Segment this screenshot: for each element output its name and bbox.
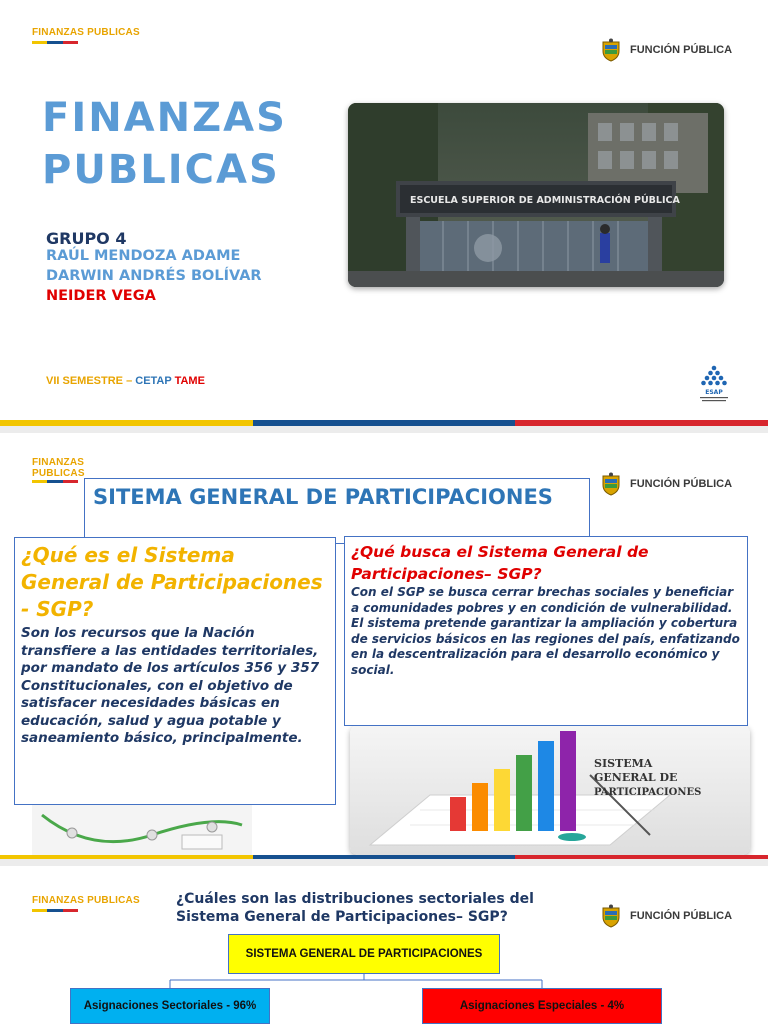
distribution-question: ¿Cuáles son las distribuciones sectoriales del Sistema General de Participaciones– SGP? [176, 891, 534, 925]
member-2: DARWIN ANDRÉS BOLÍVAR [46, 268, 262, 284]
special-allocations-node: Asignaciones Especiales - 4% [422, 988, 662, 1024]
logo-text: FUNCIÓN PÚBLICA [630, 478, 733, 490]
brand-label: FINANZAS PUBLICAS [32, 895, 140, 906]
what-is-sgp-question: ¿Qué es el Sistema General de Participaciones - SGP? [21, 543, 323, 621]
sgp-image-caption-1: SISTEMA [594, 757, 653, 770]
tame-text: TAME [174, 375, 205, 387]
logo-text: FUNCIÓN PÚBLICA [630, 44, 733, 56]
slide-2 [0, 433, 768, 859]
what-seeks-sgp-question: ¿Qué busca el Sistema General de Participaciones– SGP? [351, 543, 649, 583]
brand-label: FINANZAS PUBLICAS [32, 457, 85, 479]
what-seeks-sgp-answer: Con el SGP se busca cerrar brechas sociales y beneficiar a comunidades pobres y en condición de vulnerabilidad. El sistema pretende garantizar la ampliación y cobertura de servicios básicos en las regiones del país, enfatizando en la descentralización para el desarrollo económico y social. [351, 585, 740, 677]
slide-title: SITEMA GENERAL DE PARTICIPACIONES [84, 478, 590, 544]
sgp-root-node: SISTEMA GENERAL DE PARTICIPACIONES [228, 934, 500, 974]
what-seeks-sgp-box [344, 536, 748, 726]
cetap-text: CETAP [135, 375, 175, 387]
esap-logo-text: ESAP [705, 389, 723, 396]
esap-logo-icon [694, 364, 734, 404]
sectoral-allocations-node: Asignaciones Sectoriales - 96% [70, 988, 270, 1024]
member-1: RAÚL MENDOZA ADAME [46, 248, 241, 264]
building-illustration [348, 103, 724, 287]
slide-3 [0, 866, 768, 1024]
presentation-title: FINANZAS PUBLICAS [42, 95, 287, 193]
brand-underline [32, 480, 78, 483]
coat-of-arms-icon [600, 38, 622, 62]
funcion-publica-logo [600, 472, 732, 496]
brand-underline [32, 41, 78, 44]
sgp-chart-image [350, 725, 750, 855]
sgp-illustration [350, 725, 750, 855]
semester-text: VII SEMESTRE – [46, 375, 136, 387]
brand-label: FINANZAS PUBLICAS [32, 27, 140, 38]
slide-separator [0, 859, 768, 866]
group-label: GRUPO 4 [46, 229, 127, 248]
slide-1 [0, 0, 768, 426]
building-sign-text: ESCUELA SUPERIOR DE ADMINISTRACIÓN PÚBLICA [410, 195, 680, 206]
funcion-publica-logo [600, 38, 732, 62]
sgp-image-caption-2: GENERAL DE [594, 771, 678, 784]
what-is-sgp-answer: Son los recursos que la Nación transfiere a las entidades territoriales, por mandato de los artículos 356 y 357 Constitucionales, con el objetivo de satisfacer necesidades básicas en educación, salud y agua potable y saneamiento básico, principalmente. [21, 625, 320, 746]
esap-building-photo [348, 103, 724, 287]
member-3: NEIDER VEGA [46, 288, 156, 304]
logo-text: FUNCIÓN PÚBLICA [630, 910, 733, 922]
sgp-image-caption-3: PARTICIPACIONES [594, 787, 702, 798]
semester-line [46, 375, 205, 387]
what-is-sgp-box [14, 537, 336, 805]
diagram-illustration [32, 805, 252, 859]
diagram-thumbnail [32, 805, 252, 859]
slide-separator [0, 426, 768, 433]
coat-of-arms-icon [600, 472, 622, 496]
